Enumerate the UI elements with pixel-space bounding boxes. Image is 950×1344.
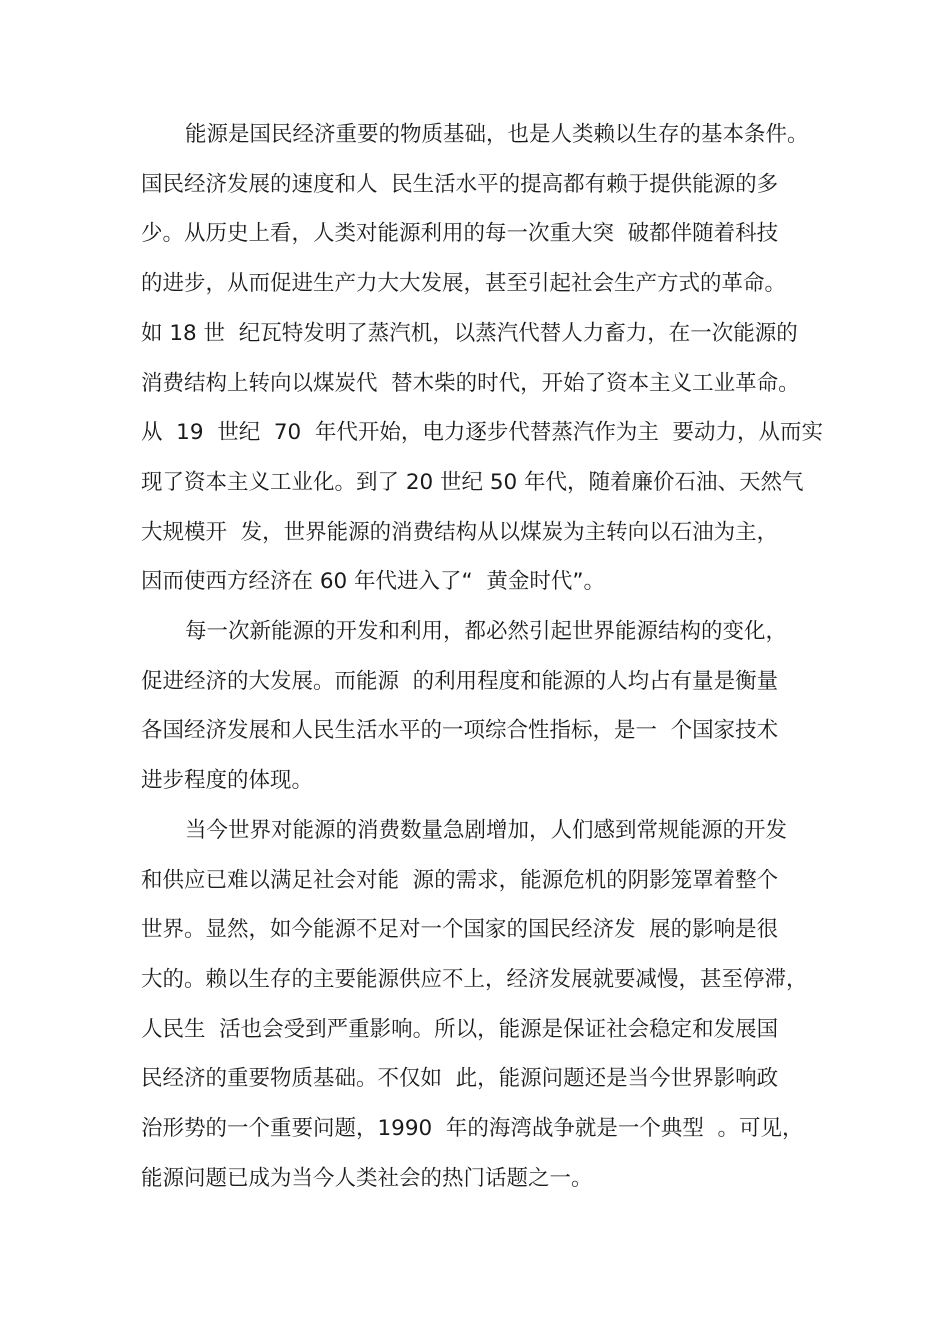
- paragraph-line: 民经济的重要物质基础。不仅如 此，能源问题还是当今世界影响政: [141, 1066, 779, 1092]
- paragraph-line: 现了资本主义工业化。到了 20 世纪 50 年代，随着廉价石油、天然气: [141, 469, 804, 495]
- paragraph-line: 少。从历史上看，人类对能源利用的每一次重大突 破都伴随着科技: [141, 221, 779, 247]
- paragraph-line: 如 18 世 纪瓦特发明了蒸汽机，以蒸汽代替人力畜力，在一次能源的: [141, 320, 798, 346]
- paragraph-line: 的进步，从而促进生产力大大发展，甚至引起社会生产方式的革命。: [141, 271, 787, 297]
- paragraph-line: 世界。显然，如今能源不足对一个国家的国民经济发 展的影响是很: [141, 917, 779, 943]
- paragraph-line: 因而使西方经济在 60 年代进入了“ 黄金时代”。: [141, 569, 605, 595]
- paragraph-line: 大的。赖以生存的主要能源供应不上，经济发展就要减慢，甚至停滞，: [141, 966, 808, 992]
- paragraph-line: 从 19 世纪 70 年代开始，电力逐步代替蒸汽作为主 要动力，从而实: [141, 420, 824, 446]
- paragraph-line: 各国经济发展和人民生活水平的一项综合性指标，是一 个国家技术: [141, 718, 779, 744]
- paragraph-line: 治形势的一个重要问题，1990 年的海湾战争就是一个典型 。可见，: [141, 1116, 804, 1141]
- paragraph-line: 人民生 活也会受到严重影响。所以，能源是保证社会稳定和发展国: [141, 1016, 779, 1042]
- paragraph-line: 大规模开 发，世界能源的消费结构从以煤炭为主转向以石油为主，: [141, 519, 779, 545]
- paragraph-line: 进步程度的体现。: [141, 768, 314, 794]
- paragraph-line: 消费结构上转向以煤炭代 替木柴的时代，开始了资本主义工业革命。: [141, 370, 800, 396]
- paragraph-first-line: 每一次新能源的开发和利用，都必然引起世界能源结构的变化，: [185, 619, 788, 644]
- paragraph-line: 促进经济的大发展。而能源 的利用程度和能源的人均占有量是衡量: [141, 668, 779, 694]
- paragraph-line: 能源问题已成为当今人类社会的热门话题之一。: [141, 1165, 593, 1191]
- paragraph-first-line: 能源是国民经济重要的物质基础，也是人类赖以生存的基本条件。: [185, 122, 809, 147]
- paragraph-line: 国民经济发展的速度和人 民生活水平的提高都有赖于提供能源的多: [141, 171, 779, 197]
- paragraph-line: 和供应已难以满足社会对能 源的需求，能源危机的阴影笼罩着整个: [141, 867, 779, 893]
- paragraph-first-line: 当今世界对能源的消费数量急剧增加，人们感到常规能源的开发: [185, 817, 788, 843]
